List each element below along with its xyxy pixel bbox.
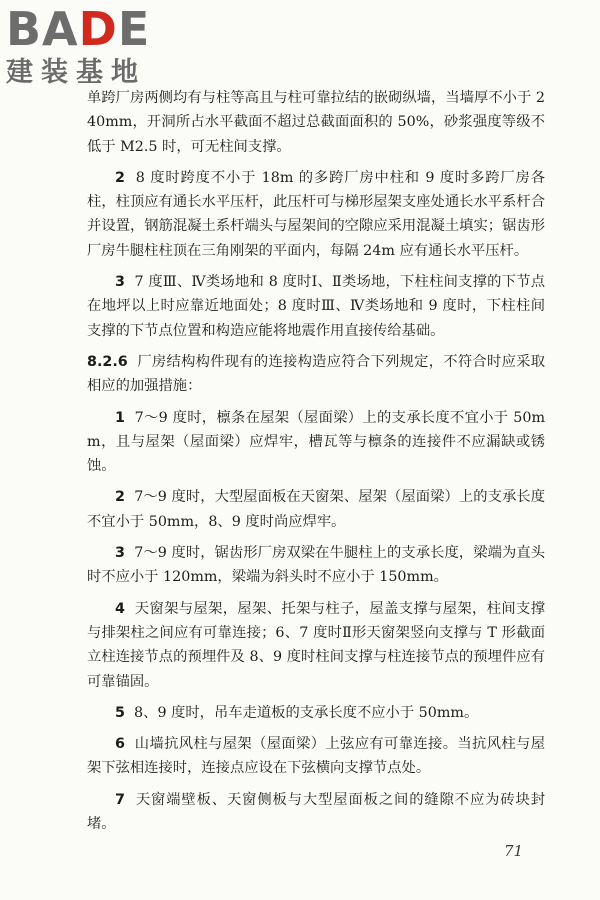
logo-wordmark: BADE (6, 2, 151, 56)
section-number: 8.2.6 (87, 353, 128, 370)
clause-number: 6 (115, 736, 125, 753)
clause-item-4: 4 天窗架与屋架，屋架、托架与柱子，屋盖支撑与屋架，柱间支撑与排架柱之间应有可靠连接；6、7 度时Ⅱ形天窗架竖向支撑与 T 形截面立柱连接节点的预埋件及 8、9 度时柱间支撑与柱连接节点的预埋件应有可靠锚固。 (87, 600, 545, 690)
section-8-2-6: 8.2.6 厂房结构构件现有的连接构造应符合下列规定，不符合时应采取相应的加强措施： (87, 353, 546, 395)
clause-number: 3 (115, 545, 125, 562)
clause-item-5: 5 8、9 度时，吊车走道板的支承长度不应小于 50mm。 (115, 704, 479, 721)
clause-number: 1 (115, 409, 125, 426)
clause-item-3b: 3 7～9 度时，锯齿形厂房双梁在牛腿柱上的支承长度，梁端为直头时不应小于 120mm，梁端为斜头时不应小于 150mm。 (87, 545, 546, 586)
clause-item-2b: 2 7～9 度时，大型屋面板在天窗架、屋架（屋面梁）上的支承长度不宜小于 50mm，8、9 度时尚应焊牢。 (87, 489, 546, 530)
clause-number: 2 (115, 489, 125, 506)
page-body (87, 86, 545, 836)
clause-item-1: 1 7～9 度时，檩条在屋架（屋面梁）上的支承长度不宜小于 50mm，且与屋架（屋面梁）应焊牢，槽瓦等与檩条的连接件不应漏缺或锈蚀。 (87, 409, 545, 475)
paragraph-continuation: 单跨厂房两侧均有与柱等高且与柱可靠拉结的嵌砌纵墙，当墙厚不小于 240mm，开洞所占水平截面不超过总截面面积的 50%，砂浆强度等级不低于 M2.5 时，可无柱间支撑。 (87, 90, 545, 155)
brand-logo (6, 2, 176, 96)
clause-item-3: 3 7 度Ⅲ、Ⅳ类场地和 8 度时Ⅰ、Ⅱ类场地，下柱柱间支撑的下节点在地坪以上时应靠近地面处；8 度时Ⅲ、Ⅳ类场地和 9 度时，下柱柱间支撑的下节点位置和构造应能将地震作用直接传给基础。 (87, 274, 546, 339)
clause-number: 4 (115, 600, 125, 617)
logo-subtitle: 建装基地 (6, 57, 146, 88)
clause-number: 2 (115, 169, 125, 186)
clause-number: 3 (115, 274, 125, 291)
clause-number: 7 (115, 791, 125, 808)
clause-item-7: 7 天窗端壁板、天窗侧板与大型屋面板之间的缝隙不应为砖块封堵。 (87, 791, 545, 833)
clause-item-2: 2 8 度时跨度不小于 18m 的多跨厂房中柱和 9 度时多跨厂房各柱，柱顶应有通长水平压杆，此压杆可与梯形屋架支座处通长水平系杆合并设置，钢筋混凝土系杆端头与屋架间的空隙应采用混凝土填实；锯齿形厂房牛腿柱柱顶在三角刚架的平面内，每隔 24m 应有通长水平压杆。 (87, 169, 545, 259)
clause-item-6: 6 山墙抗风柱与屋架（屋面梁）上弦应有可靠连接。当抗风柱与屋架下弦相连接时，连接点应设在下弦横向支撑节点处。 (87, 736, 545, 777)
clause-number: 5 (115, 704, 125, 721)
